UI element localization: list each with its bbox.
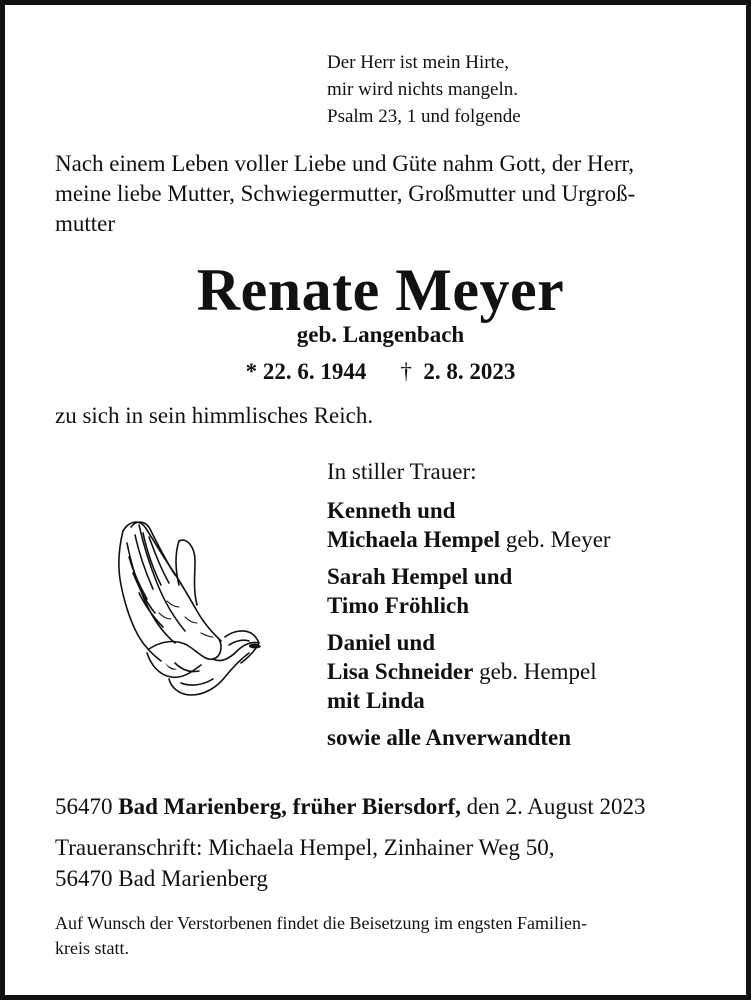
mourners-list [327,457,611,752]
maiden-name: geb. Langenbach [296,322,465,347]
psalm-line: mir wird nichts mangeln. [327,79,519,100]
mourners-intro: In stiller Trauer: [327,459,477,484]
psalm-quote [327,49,521,130]
intro-line: mutter [55,211,116,236]
intro-line: meine liebe Mutter, Schwiegermutter, Großmutter und Urgroß- [55,181,636,206]
praying-hands-icon [109,513,265,703]
mourning-address [55,832,555,894]
mourner-name: Kenneth und [327,498,456,523]
address-line: 56470 Bad Marienberg [55,866,268,891]
mourner-group [327,562,611,620]
closing-text: zu sich in sein himmlisches Reich. [55,403,374,428]
mourner-name: Timo Fröhlich [327,593,470,618]
city: Bad Marienberg, früher Biersdorf, [118,794,461,819]
burial-note [55,911,587,961]
notice-date: den 2. August 2023 [466,794,646,819]
mourner-name: Daniel und [327,630,436,655]
psalm-reference: Psalm 23, 1 und folgende [327,106,521,127]
address-line: Traueranschrift: Michaela Hempel, Zinhainer Weg 50, [55,835,555,860]
intro-line: Nach einem Leben voller Liebe und Güte nahm Gott, der Herr, [55,151,634,176]
mourner-name: mit Linda [327,688,425,713]
mourner-maiden: geb. Hempel [473,659,597,684]
zip-code: 56470 [55,794,113,819]
death-cross-icon: † [400,359,412,384]
place-date-line [55,794,646,820]
mourner-name: Sarah Hempel und [327,564,513,589]
birth-date: * 22. 6. 1944 [245,359,367,384]
mourner-name: Michaela Hempel [327,527,501,552]
intro-text [55,149,635,239]
note-line: Auf Wunsch der Verstorbenen findet die Beisetzung im engsten Familien- [55,913,587,933]
note-line: kreis statt. [55,938,129,958]
deceased-name: Renate Meyer [196,257,565,323]
relatives-line: sowie alle Anverwandten [327,725,572,750]
psalm-line: Der Herr ist mein Hirte, [327,52,510,73]
life-dates [5,359,751,385]
mourner-name: Lisa Schneider [327,659,474,684]
mourner-group [327,496,611,554]
mourner-group [327,628,611,715]
death-date: 2. 8. 2023 [423,359,516,384]
mourner-maiden: geb. Meyer [500,527,611,552]
